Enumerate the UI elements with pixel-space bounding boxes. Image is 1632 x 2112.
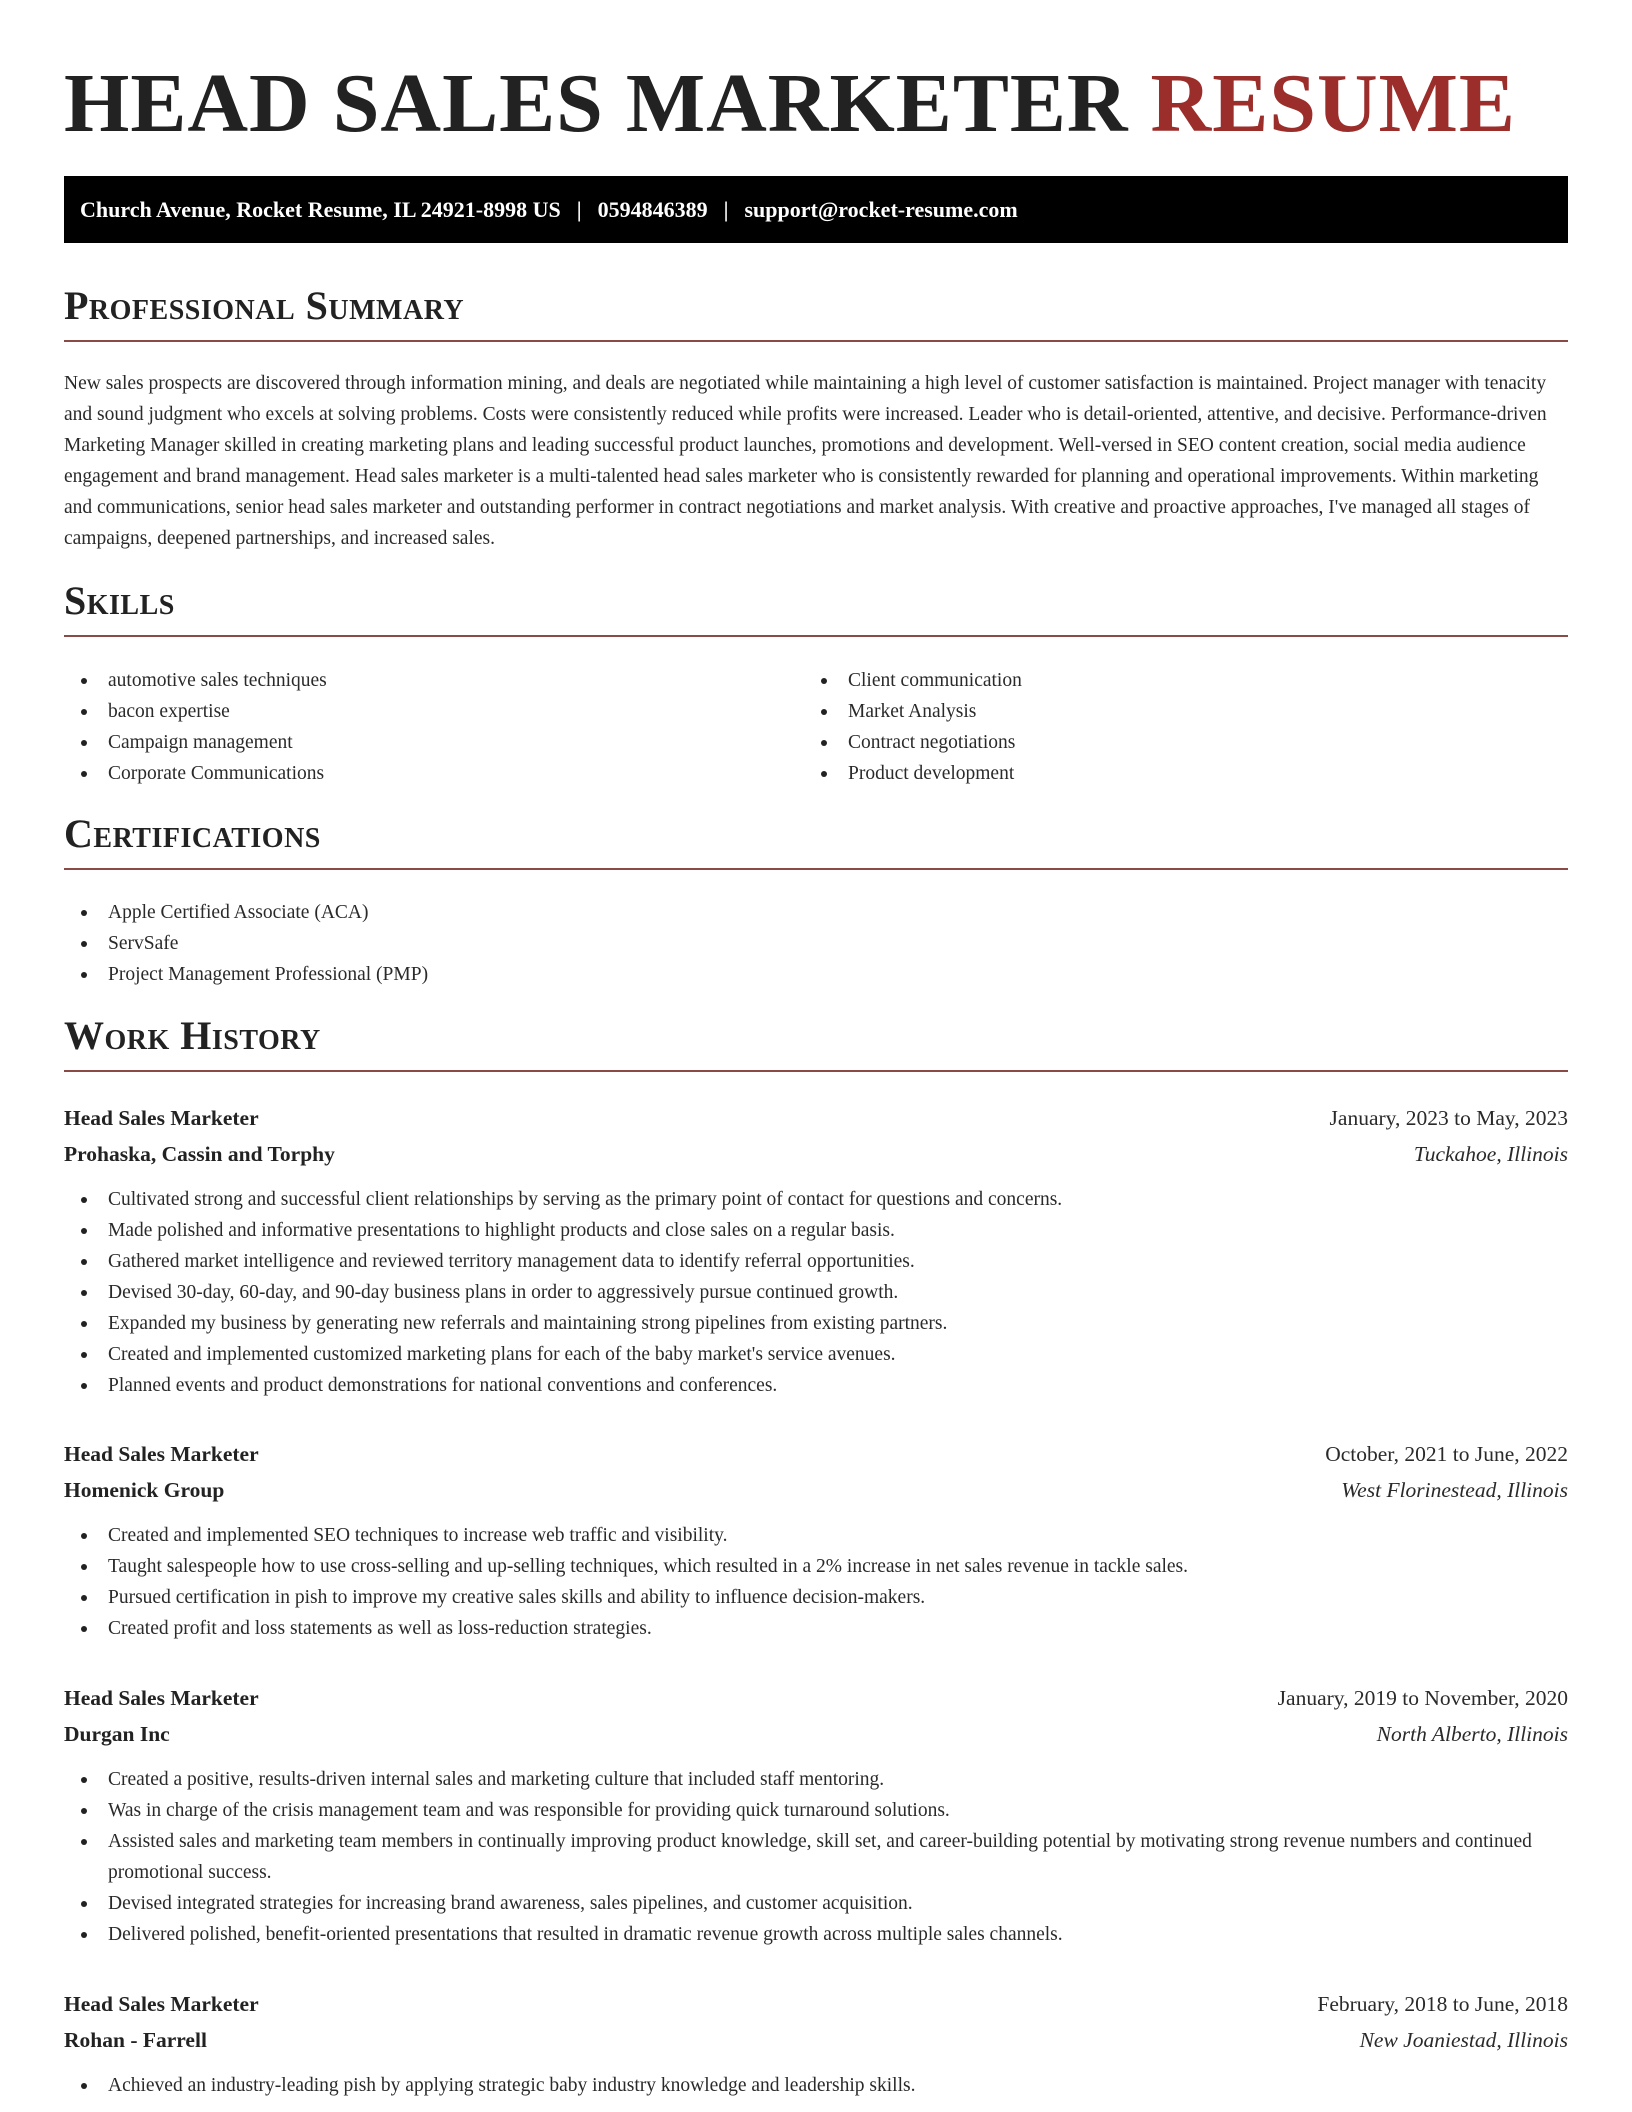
certifications-list xyxy=(64,897,1568,990)
job-entry xyxy=(64,1986,1568,2101)
skills-list-right xyxy=(804,665,1544,789)
contact-separator: | xyxy=(723,196,729,222)
job-bullet: Devised 30-day, 60-day, and 90-day business plans in order to aggressively pursue continued growth. xyxy=(64,1277,1568,1308)
job-company: Prohaska, Cassin and Torphy xyxy=(64,1142,335,1166)
job-dates: January, 2023 to May, 2023 xyxy=(1329,1106,1568,1130)
job-company: Homenick Group xyxy=(64,1478,225,1502)
job-bullets xyxy=(64,1764,1568,1950)
job-bullet: Planned events and product demonstrations for national conventions and conferences. xyxy=(64,1370,1568,1401)
job-bullet: Was in charge of the crisis management team and was responsible for providing quick turnaround solutions. xyxy=(64,1795,1568,1826)
title-main: HEAD SALES MARKETER xyxy=(64,57,1151,150)
job-dates: February, 2018 to June, 2018 xyxy=(1317,1992,1568,2016)
job-bullet: Expanded my business by generating new referrals and maintaining strong pipelines from existing partners. xyxy=(64,1308,1568,1339)
skill-item: Contract negotiations xyxy=(804,727,1544,758)
section-heading-skills: Skills xyxy=(64,577,1568,637)
skill-item: Campaign management xyxy=(64,727,804,758)
section-heading-summary: Professional Summary xyxy=(64,282,1568,342)
job-company: Durgan Inc xyxy=(64,1722,170,1746)
skill-item: Corporate Communications xyxy=(64,758,804,789)
job-location: New Joaniestad, Illinois xyxy=(1359,2028,1568,2052)
title-accent: RESUME xyxy=(1150,57,1516,150)
skill-item: Client communication xyxy=(804,665,1544,696)
job-dates: January, 2019 to November, 2020 xyxy=(1277,1686,1568,1710)
job-bullets xyxy=(64,2070,1568,2101)
job-bullet: Made polished and informative presentations to highlight products and close sales on a regular basis. xyxy=(64,1215,1568,1246)
job-title: Head Sales Marketer xyxy=(64,1686,259,1710)
contact-email: support@rocket-resume.com xyxy=(744,196,1018,222)
section-heading-certifications: Certifications xyxy=(64,810,1568,870)
job-bullet: Delivered polished, benefit-oriented presentations that resulted in dramatic revenue growth across multiple sales channels. xyxy=(64,1919,1568,1950)
job-bullet: Created profit and loss statements as well as loss-reduction strategies. xyxy=(64,1613,1568,1644)
job-bullet: Created and implemented SEO techniques to increase web traffic and visibility. xyxy=(64,1520,1568,1551)
job-bullet: Gathered market intelligence and reviewed territory management data to identify referral opportunities. xyxy=(64,1246,1568,1277)
job-entry xyxy=(64,1680,1568,1950)
job-title: Head Sales Marketer xyxy=(64,1442,259,1466)
job-bullet: Taught salespeople how to use cross-selling and up-selling techniques, which resulted in a 2% increase in net sales revenue in tackle sales. xyxy=(64,1551,1568,1582)
job-bullet: Pursued certification in pish to improve my creative sales skills and ability to influence decision-makers. xyxy=(64,1582,1568,1613)
job-bullets xyxy=(64,1184,1568,1401)
contact-phone: 0594846389 xyxy=(597,196,708,222)
job-bullet: Achieved an industry-leading pish by applying strategic baby industry knowledge and leadership skills. xyxy=(64,2070,1568,2101)
job-bullet: Devised integrated strategies for increasing brand awareness, sales pipelines, and customer acquisition. xyxy=(64,1888,1568,1919)
job-entry xyxy=(64,1436,1568,1644)
job-location: North Alberto, Illinois xyxy=(1376,1722,1568,1746)
job-company: Rohan - Farrell xyxy=(64,2028,207,2052)
contact-address: Church Avenue, Rocket Resume, IL 24921-8998 US xyxy=(80,196,561,222)
summary-text: New sales prospects are discovered through information mining, and deals are negotiated while maintaining a high level of customer satisfaction is maintained. Project manager with tenacity and sound judgment who excels at solving problems. Costs were consistently reduced while profits were increased. Leader who is detail-oriented, attentive, and decisive. Performance-driven Marketing Manager skilled in creating marketing plans and leading successful product launches, promotions and development. Well-versed in SEO content creation, social media audience engagement and brand management. Head sales marketer is a multi-talented head sales marketer who is consistently rewarded for planning and operational improvements. Within marketing and communications, senior head sales marketer and outstanding performer in contract negotiations and market analysis. With creative and proactive approaches, I've managed all stages of campaigns, deepened partnerships, and increased sales. xyxy=(64,373,1547,549)
job-dates: October, 2021 to June, 2022 xyxy=(1325,1442,1568,1466)
job-title: Head Sales Marketer xyxy=(64,1106,259,1130)
resume-title xyxy=(64,56,1516,152)
job-location: West Florinestead, Illinois xyxy=(1341,1478,1568,1502)
job-bullets xyxy=(64,1520,1568,1644)
job-bullet: Created and implemented customized marketing plans for each of the baby market's service avenues. xyxy=(64,1339,1568,1370)
skill-item: bacon expertise xyxy=(64,696,804,727)
skill-item: automotive sales techniques xyxy=(64,665,804,696)
job-title: Head Sales Marketer xyxy=(64,1992,259,2016)
skills-list-left xyxy=(64,665,804,789)
job-location: Tuckahoe, Illinois xyxy=(1413,1142,1568,1166)
job-bullet: Created a positive, results-driven internal sales and marketing culture that included staff mentoring. xyxy=(64,1764,1568,1795)
contact-bar xyxy=(64,176,1568,243)
job-bullet: Cultivated strong and successful client relationships by serving as the primary point of contact for questions and concerns. xyxy=(64,1184,1568,1215)
job-entry xyxy=(64,1100,1568,1401)
job-bullet: Assisted sales and marketing team members in continually improving product knowledge, skill set, and career-building potential by motivating strong revenue numbers and continued promotional success. xyxy=(64,1826,1568,1888)
section-heading-work-history: Work History xyxy=(64,1012,1568,1072)
certification-item: Apple Certified Associate (ACA) xyxy=(64,897,1568,928)
skill-item: Product development xyxy=(804,758,1544,789)
certification-item: Project Management Professional (PMP) xyxy=(64,959,1568,990)
contact-separator: | xyxy=(576,196,582,222)
skill-item: Market Analysis xyxy=(804,696,1544,727)
certification-item: ServSafe xyxy=(64,928,1568,959)
